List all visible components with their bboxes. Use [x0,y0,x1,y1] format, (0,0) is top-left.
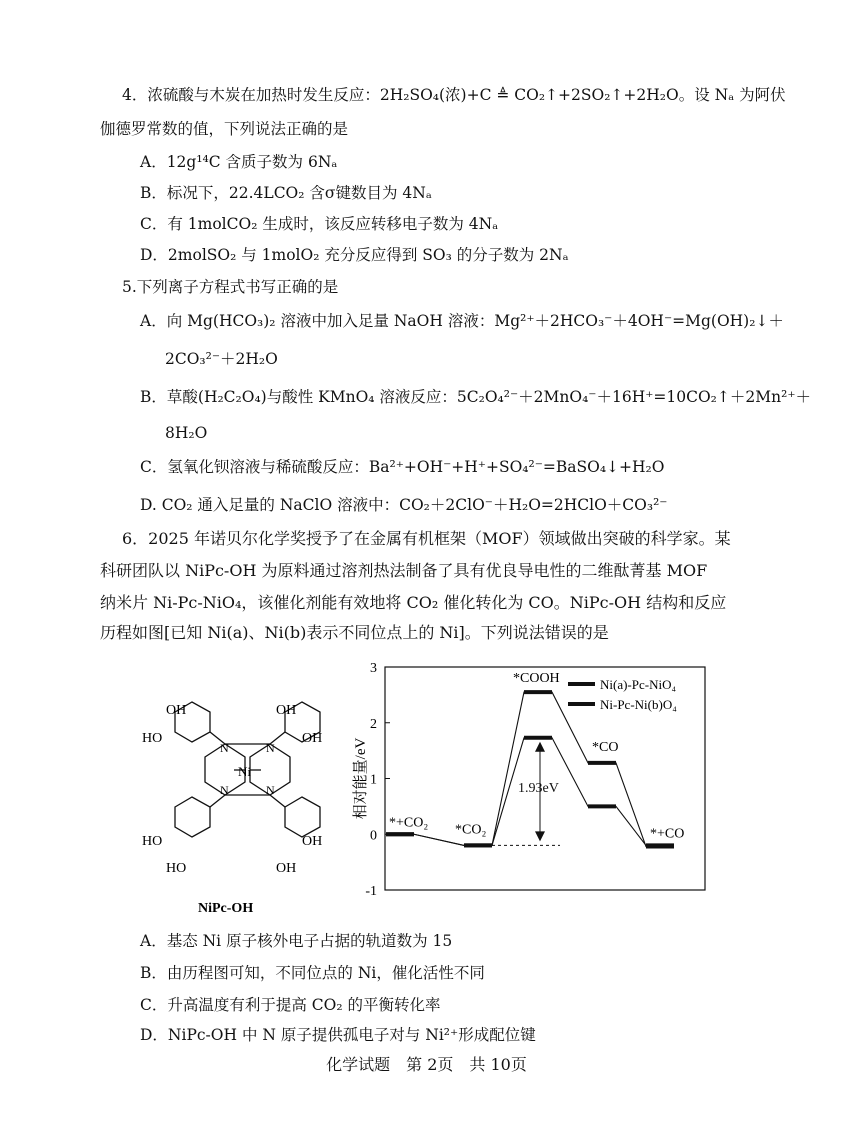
state-label: *+CO₂ [389,815,429,831]
q6-figure [130,662,730,922]
legend-label: Ni(a)-Pc-NiO₄ [600,677,677,692]
molecule-n-label: N [266,741,275,755]
molecule-oh-label: OH [166,703,187,718]
q4-stem-line1: 4．浓硫酸与木炭在加热时发生反应：2H₂SO₄(浓)+C ≜ CO₂↑+2SO₂↑+2H₂O。设 Nₐ 为阿伏 [122,86,786,104]
q6-option-c: C．升高温度有利于提高 CO₂ 的平衡转化率 [140,996,441,1014]
q6-option-d: D．NiPc-OH 中 N 原子提供孤电子对与 Ni²⁺形成配位键 [140,1026,536,1044]
molecule-ho-label: HO [142,731,163,746]
q5-option-b-line1: B．草酸(H₂C₂O₄)与酸性 KMnO₄ 溶液反应：5C₂O₄²⁻＋2MnO₄⁻＋16H⁺=10CO₂↑＋2Mn²⁺＋ [140,388,811,406]
q5-option-a-line1: A．向 Mg(HCO₃)₂ 溶液中加入足量 NaOH 溶液：Mg²⁺＋2HCO₃⁻＋4OH⁻=Mg(OH)₂↓＋ [140,312,784,330]
q5-option-d: D. CO₂ 通入足量的 NaClO 溶液中：CO₂＋2ClO⁻＋H₂O=2HClO＋CO₃²⁻ [140,496,668,514]
annotation-label: 1.93eV [518,780,559,796]
q4-option-a: A．12g¹⁴C 含质子数为 6Nₐ [140,153,338,171]
legend-label: Ni-Pc-Ni(b)O₄ [600,697,677,712]
molecule-n-label: N [220,783,229,797]
molecule-ho-label: HO [166,861,187,876]
y-tick-label: 2 [370,716,377,732]
molecule-n-label: N [266,783,275,797]
q4-stem-line2: 伽德罗常数的值，下列说法正确的是 [100,120,349,138]
q6-option-a: A．基态 Ni 原子核外电子占据的轨道数为 15 [140,932,453,950]
molecule-ni-label: Ni [238,764,251,779]
molecule-n-label: N [220,741,229,755]
state-label: *COOH [513,671,560,687]
molecule-oh-label: OH [302,731,323,746]
y-axis-label: 相对能量/eV [353,737,369,820]
energy-diagram [352,662,705,899]
y-tick-label: -1 [365,884,377,899]
q5-option-a-line2: 2CO₃²⁻＋2H₂O [165,350,278,368]
state-label: *+CO [650,826,685,842]
q6-stem-line1: 6．2025 年诺贝尔化学奖授予了在金属有机框架（MOF）领域做出突破的科学家。某 [122,529,731,548]
molecule-oh-label: OH [276,861,297,876]
q6-option-b: B．由历程图可知，不同位点的 Ni，催化活性不同 [140,964,485,982]
q6-stem-line3: 纳米片 Ni-Pc-NiO₄，该催化剂能有效地将 CO₂ 催化转化为 CO。NiPc-OH 结构和反应 [100,593,727,612]
arrow-head-down [535,831,545,841]
q6-stem-line4: 历程如图[已知 Ni(a)、Ni(b)表示不同位点上的 Ni]。下列说法错误的是 [100,623,609,642]
figure-svg [130,662,730,922]
molecule-oh-label: OH [302,834,323,849]
state-label: *CO₂ [455,822,487,838]
arrow-head-up [535,742,545,752]
q4-option-b: B．标况下，22.4LCO₂ 含σ键数目为 4Nₐ [140,184,432,202]
q5-option-c: C．氢氧化钡溶液与稀硫酸反应：Ba²⁺+OH⁻+H⁺+SO₄²⁻=BaSO₄↓+H₂O [140,458,665,476]
q5-option-b-line2: 8H₂O [165,424,208,442]
q4-option-d: D．2molSO₂ 与 1molO₂ 充分反应得到 SO₃ 的分子数为 2Nₐ [140,246,569,264]
y-tick-label: 1 [370,772,377,788]
page-footer: 化学试题 第 2页 共 10页 [326,1055,527,1074]
y-tick-label: 3 [370,662,377,676]
q6-stem-line2: 科研团队以 NiPc-OH 为原料通过溶剂热法制备了具有优良导电性的二维酞菁基 MOF [100,561,708,580]
molecule-oh-label: OH [276,703,297,718]
state-label: *CO [592,739,619,755]
molecule-ho-label: HO [142,834,163,849]
q4-option-c: C．有 1molCO₂ 生成时，该反应转移电子数为 4Nₐ [140,215,499,233]
series-line [386,692,674,846]
molecule-caption: NiPc-OH [198,901,254,916]
y-tick-label: 0 [370,828,377,844]
q5-stem: 5.下列离子方程式书写正确的是 [122,278,339,296]
